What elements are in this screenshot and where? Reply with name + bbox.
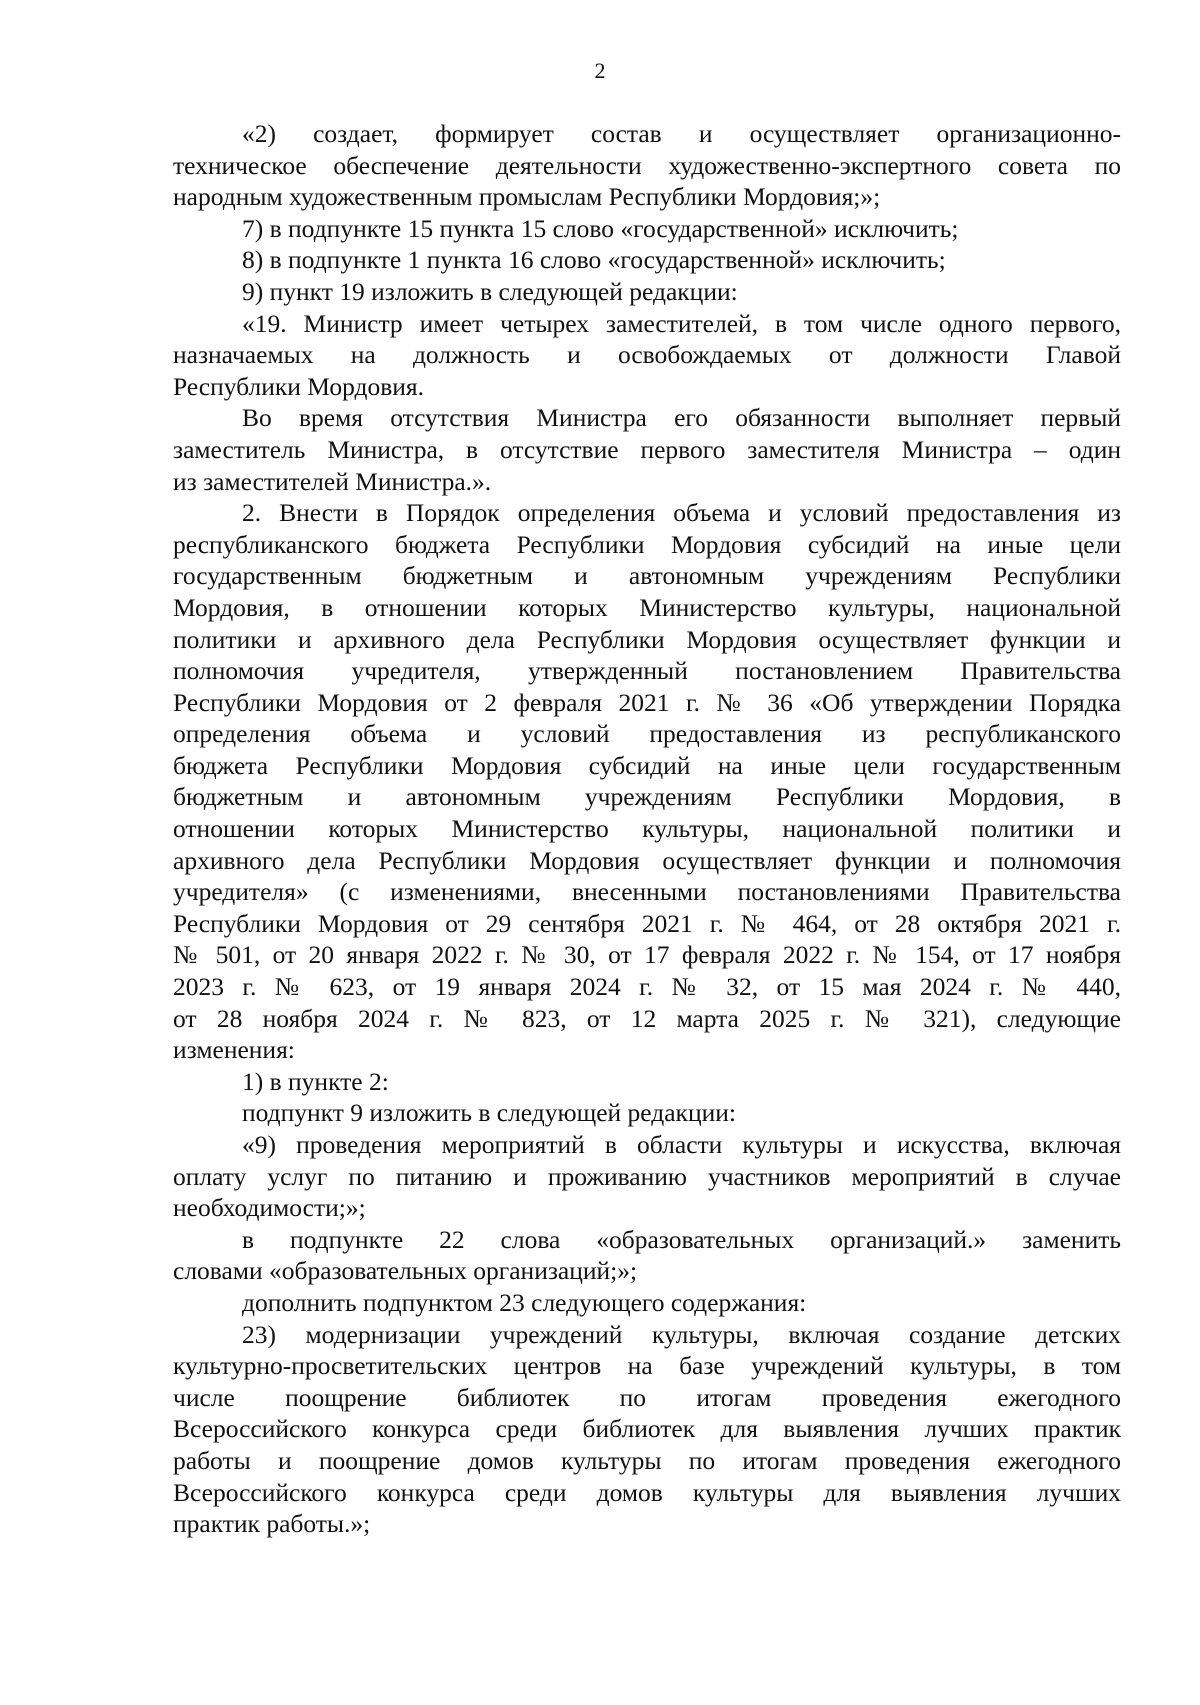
paragraph-clause-19 bbox=[173, 308, 1121, 403]
page-number: 2 bbox=[594, 58, 606, 83]
text-line: 9) пункт 19 изложить в следующей редакции: bbox=[242, 276, 738, 306]
text-line: Республики Мордовия. bbox=[173, 371, 425, 401]
text-line: изменения: bbox=[173, 1035, 295, 1065]
paragraph-subitem-2 bbox=[173, 118, 1121, 213]
text-line: Всероссийского конкурса среди библиотек для выявления лучших практик bbox=[173, 1414, 1121, 1444]
text-line: дополнить подпунктом 23 следующего содержания: bbox=[242, 1287, 807, 1317]
text-line: назначаемых на должность и освобождаемых от должности Главой bbox=[173, 340, 1121, 370]
text-line: № 501, от 20 января 2022 г. № 30, от 17 февраля 2022 г. № 154, от 17 ноября bbox=[173, 940, 1121, 970]
text-line: словами «образовательных организаций;»; bbox=[173, 1256, 638, 1286]
text-line: практик работы.»; bbox=[173, 1509, 371, 1539]
text-line: необходимости;»; bbox=[173, 1193, 366, 1223]
text-line: бюджетным и автономным учреждениям Республики Мордовия, в bbox=[173, 782, 1121, 812]
text-line: государственным бюджетным и автономным учреждениям Республики bbox=[173, 561, 1121, 591]
text-line: Во время отсутствия Министра его обязанности выполняет первый bbox=[242, 403, 1121, 433]
paragraph-item-7 bbox=[173, 213, 1121, 245]
text-line: заместитель Министра, в отсутствие первого заместителя Министра – один bbox=[173, 434, 1121, 464]
text-line: «19. Министр имеет четырех заместителей, в том числе одного первого, bbox=[242, 308, 1121, 338]
text-line: 1) в пункте 2: bbox=[242, 1066, 389, 1096]
text-line: архивного дела Республики Мордовия осуществляет функции и полномочия bbox=[173, 845, 1121, 875]
text-line: бюджета Республики Мордовия субсидий на иные цели государственным bbox=[173, 750, 1121, 780]
text-line: работы и поощрение домов культуры по итогам проведения ежегодного bbox=[173, 1445, 1121, 1475]
text-line: 23) модернизации учреждений культуры, включая создание детских bbox=[242, 1319, 1121, 1349]
text-line: Республики Мордовия от 29 сентября 2021 г. № 464, от 28 октября 2021 г. bbox=[173, 908, 1121, 938]
text-line: от 28 ноября 2024 г. № 823, от 12 марта 2025 г. № 321), следующие bbox=[173, 1003, 1121, 1033]
paragraph-subitem-9-intro bbox=[173, 1097, 1121, 1129]
document-body bbox=[173, 118, 1121, 1540]
text-line: 2. Внести в Порядок определения объема и условий предоставления из bbox=[242, 498, 1121, 528]
text-line: 7) в подпункте 15 пункта 15 слово «государственной» исключить; bbox=[242, 213, 959, 243]
text-line: республиканского бюджета Республики Мордовия субсидий на иные цели bbox=[173, 529, 1121, 559]
text-line: подпункт 9 изложить в следующей редакции: bbox=[242, 1098, 736, 1128]
paragraph-item-8 bbox=[173, 244, 1121, 276]
paragraph-subitem-23 bbox=[173, 1319, 1121, 1540]
text-line: 8) в подпункте 1 пункта 16 слово «государственной» исключить; bbox=[242, 245, 946, 275]
paragraph-minister-absence bbox=[173, 402, 1121, 497]
text-line: «9) проведения мероприятий в области культуры и искусства, включая bbox=[242, 1130, 1121, 1159]
paragraph-section-2 bbox=[173, 497, 1121, 1066]
text-line: 2023 г. № 623, от 19 января 2024 г. № 32, от 15 мая 2024 г. № 440, bbox=[173, 972, 1121, 1002]
text-line: народным художественным промыслам Республики Мордовия;»; bbox=[173, 182, 881, 212]
text-line: учредителя» (с изменениями, внесенными постановлениями Правительства bbox=[173, 877, 1121, 907]
text-line: числе поощрение библиотек по итогам проведения ежегодного bbox=[173, 1382, 1121, 1412]
text-line: из заместителей Министра.». bbox=[173, 466, 492, 496]
text-line: культурно-просветительских центров на базе учреждений культуры, в том bbox=[173, 1351, 1121, 1381]
text-line: Всероссийского конкурса среди домов культуры для выявления лучших bbox=[173, 1477, 1121, 1507]
text-line: отношении которых Министерство культуры, национальной политики и bbox=[173, 814, 1121, 844]
paragraph-subitem-23-intro bbox=[173, 1287, 1121, 1319]
paragraph-subitem-22 bbox=[173, 1224, 1121, 1287]
text-line: определения объема и условий предоставления из республиканского bbox=[173, 719, 1121, 749]
text-line: полномочия учредителя, утвержденный постановлением Правительства bbox=[173, 656, 1121, 686]
text-line: в подпункте 22 слова «образовательных организаций.» заменить bbox=[242, 1224, 1121, 1254]
paragraph-subitem-9 bbox=[173, 1129, 1121, 1224]
paragraph-item-9 bbox=[173, 276, 1121, 308]
text-line: техническое обеспечение деятельности художественно-экспертного совета по bbox=[173, 150, 1121, 180]
text-line: оплату услуг по питанию и проживанию участников мероприятий в случае bbox=[173, 1161, 1121, 1191]
text-line: Республики Мордовия от 2 февраля 2021 г. № 36 «Об утверждении Порядка bbox=[173, 687, 1121, 717]
text-line: Мордовия, в отношении которых Министерство культуры, национальной bbox=[173, 592, 1121, 622]
text-line: политики и архивного дела Республики Мордовия осуществляет функции и bbox=[173, 624, 1121, 654]
paragraph-subitem-1 bbox=[173, 1066, 1121, 1098]
text-line: «2) создает, формирует состав и осуществляет организационно- bbox=[242, 119, 1121, 148]
